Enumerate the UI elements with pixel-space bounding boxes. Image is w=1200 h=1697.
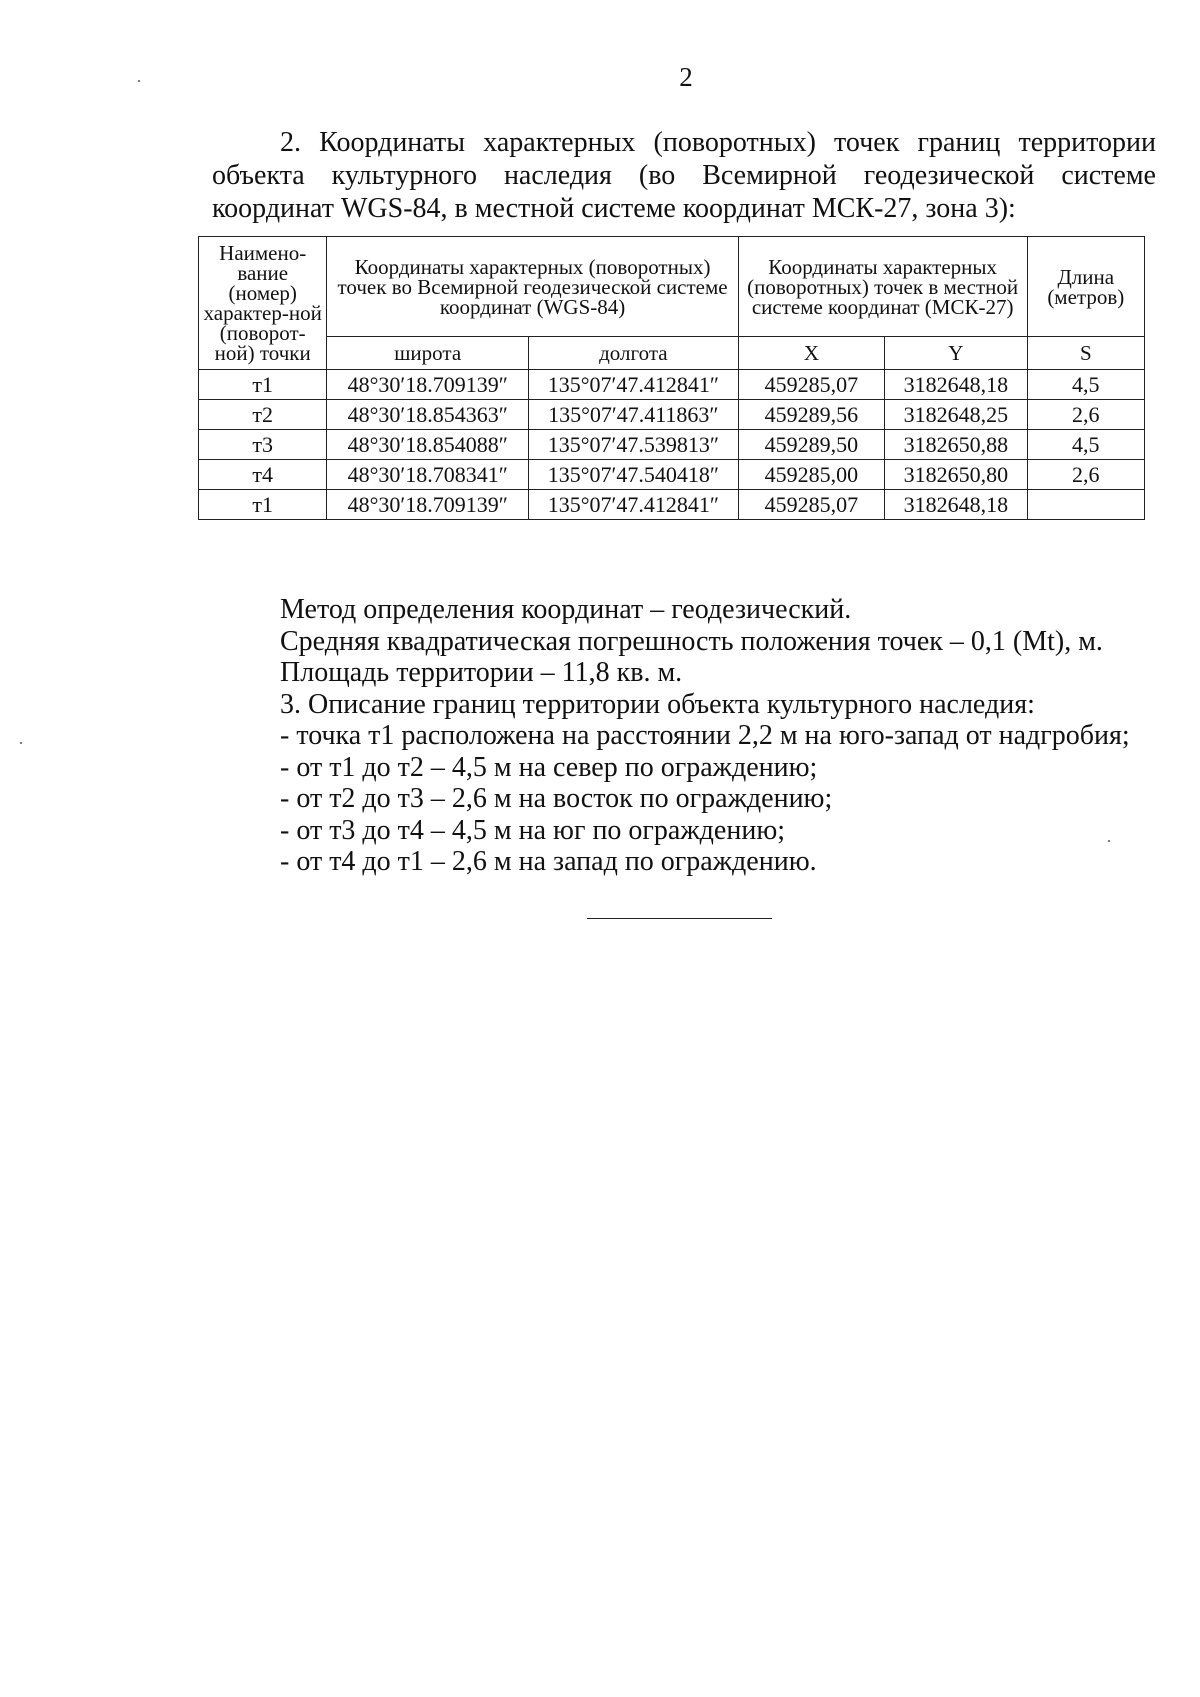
boundary-description-item: - от т4 до т1 – 2,6 м на запад по ограждению.	[280, 846, 817, 877]
accuracy-line: Средняя квадратическая погрешность положения точек – 0,1 (Mt), м.	[280, 625, 1103, 657]
coordinates-table	[198, 236, 1145, 520]
header-msk27: Координаты характерных (поворотных) точек в местной системе координат (МСК-27)	[738, 237, 1027, 337]
boundary-description-item: - от т1 до т2 – 4,5 м на север по ограждению;	[280, 751, 818, 783]
cell-x: 459285,07	[738, 490, 884, 520]
header-y: Y	[885, 337, 1027, 370]
cell-length	[1027, 490, 1144, 520]
cell-x: 459289,50	[738, 430, 884, 460]
section-2-intro	[212, 126, 1156, 225]
cell-longitude: 135°07′47.539813″	[529, 430, 739, 460]
table-row	[199, 460, 1145, 490]
method-line: Метод определения координат – геодезический.	[280, 594, 852, 625]
header-x: X	[738, 337, 884, 370]
cell-point-name: т2	[199, 400, 327, 430]
header-point-name: Наимено-вание (номер) характер-ной (поворот-ной) точки	[199, 237, 327, 370]
section-3-heading: 3. Описание границ территории объекта культурного наследия:	[280, 688, 1035, 720]
boundary-description-item: - точка т1 расположена на расстоянии 2,2 м на юго-запад от надгробия;	[280, 720, 1130, 751]
boundary-description-item: - от т2 до т3 – 2,6 м на восток по ограждению;	[280, 783, 833, 814]
header-length: Длина (метров)	[1027, 237, 1144, 337]
page-number: 2	[679, 62, 693, 92]
cell-y: 3182648,18	[885, 370, 1027, 400]
cell-latitude: 48°30′18.709139″	[327, 370, 529, 400]
header-s: S	[1027, 337, 1144, 370]
header-wgs84: Координаты характерных (поворотных) точек во Всемирной геодезической системе координат (WGS-84)	[327, 237, 738, 337]
notes-block	[280, 594, 1180, 878]
table-row	[199, 430, 1145, 460]
cell-length: 2,6	[1027, 460, 1144, 490]
cell-longitude: 135°07′47.412841″	[529, 490, 739, 520]
header-latitude: широта	[327, 337, 529, 370]
intro-text: 2. Координаты характерных (поворотных) точек границ территории объекта культурного наследия (во Всемирной геодезической системе координат WGS-84, в местной системе координат МСК-27, зона 3):	[212, 127, 1156, 224]
cell-x: 459285,00	[738, 460, 884, 490]
cell-point-name: т1	[199, 490, 327, 520]
cell-y: 3182650,88	[885, 430, 1027, 460]
cell-latitude: 48°30′18.709139″	[327, 490, 529, 520]
cell-length: 2,6	[1027, 400, 1144, 430]
table-row	[199, 400, 1145, 430]
table-row	[199, 370, 1145, 400]
header-longitude: долгота	[529, 337, 739, 370]
cell-x: 459285,07	[738, 370, 884, 400]
area-line: Площадь территории – 11,8 кв. м.	[280, 657, 683, 688]
cell-length: 4,5	[1027, 370, 1144, 400]
cell-longitude: 135°07′47.412841″	[529, 370, 739, 400]
cell-point-name: т4	[199, 460, 327, 490]
cell-y: 3182648,25	[885, 400, 1027, 430]
cell-point-name: т3	[199, 430, 327, 460]
end-divider	[587, 918, 772, 919]
cell-length: 4,5	[1027, 430, 1144, 460]
cell-longitude: 135°07′47.411863″	[529, 400, 739, 430]
table-row	[199, 490, 1145, 520]
cell-x: 459289,56	[738, 400, 884, 430]
cell-y: 3182650,80	[885, 460, 1027, 490]
cell-latitude: 48°30′18.854363″	[327, 400, 529, 430]
cell-point-name: т1	[199, 370, 327, 400]
scan-speck	[20, 742, 22, 744]
cell-latitude: 48°30′18.708341″	[327, 460, 529, 490]
cell-y: 3182648,18	[885, 490, 1027, 520]
cell-latitude: 48°30′18.854088″	[327, 430, 529, 460]
cell-longitude: 135°07′47.540418″	[529, 460, 739, 490]
boundary-description-item: - от т3 до т4 – 4,5 м на юг по ограждению;	[280, 814, 786, 846]
